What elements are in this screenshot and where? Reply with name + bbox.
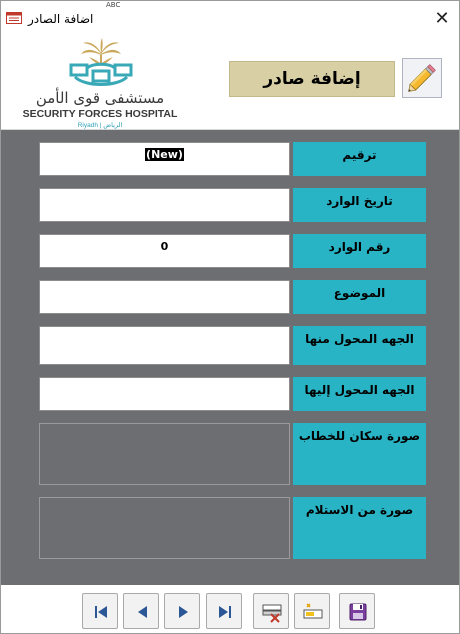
hospital-logo <box>1 35 201 129</box>
form-header <box>1 35 459 130</box>
last-record-icon <box>207 594 243 630</box>
window-title: اضافة الصادر <box>28 12 94 26</box>
logo-english-name: SECURITY FORCES HOSPITAL <box>22 108 178 120</box>
title-bar <box>1 1 459 35</box>
form-icon <box>6 12 22 24</box>
label-to-department: الجهه المحول إليها <box>293 377 426 411</box>
form-title: إضافة صادر <box>229 61 395 97</box>
next-record-icon <box>165 594 201 630</box>
new-record-indicator: (New) <box>146 148 183 161</box>
delete-record-icon <box>254 594 290 630</box>
label-serial-number: ترقيم <box>293 142 426 176</box>
label-incoming-number: رقم الوارد <box>293 234 426 268</box>
serial-number-field[interactable] <box>39 142 290 176</box>
close-button[interactable]: ✕ <box>434 8 450 29</box>
next-record-button[interactable] <box>164 593 200 629</box>
incoming-date-field[interactable] <box>39 188 290 222</box>
to-department-field[interactable] <box>39 377 290 411</box>
logo-arabic-name: مستشفى قوى الأمن <box>35 89 165 107</box>
last-record-button[interactable] <box>206 593 242 629</box>
from-department-field[interactable] <box>39 326 290 365</box>
previous-record-icon <box>124 594 160 630</box>
first-record-button[interactable] <box>82 593 118 629</box>
save-record-button[interactable] <box>339 593 375 629</box>
pencil-icon <box>402 58 442 98</box>
subject-field[interactable] <box>39 280 290 314</box>
label-incoming-date: تاريخ الوارد <box>293 188 426 222</box>
new-record-icon <box>295 594 331 630</box>
delete-record-button[interactable] <box>253 593 289 629</box>
label-from-department: الجهه المحول منها <box>293 326 426 365</box>
form-detail <box>1 130 459 585</box>
record-navigation-bar <box>1 585 459 634</box>
logo-city: Riyadh | الرياض <box>77 122 123 129</box>
previous-record-button[interactable] <box>123 593 159 629</box>
background-window-tab: ABC <box>106 1 121 9</box>
receipt-image[interactable] <box>39 497 290 559</box>
save-icon <box>340 594 376 630</box>
incoming-number-field[interactable]: 0 <box>39 234 290 268</box>
label-subject: الموضوع <box>293 280 426 314</box>
first-record-icon <box>83 594 119 630</box>
palm-emblem-icon <box>1 35 201 91</box>
label-letter-scan: صورة سكان للخطاب <box>293 423 426 485</box>
new-record-button[interactable] <box>294 593 330 629</box>
label-receipt-image: صورة من الاستلام <box>293 497 426 559</box>
letter-scan-image[interactable] <box>39 423 290 485</box>
